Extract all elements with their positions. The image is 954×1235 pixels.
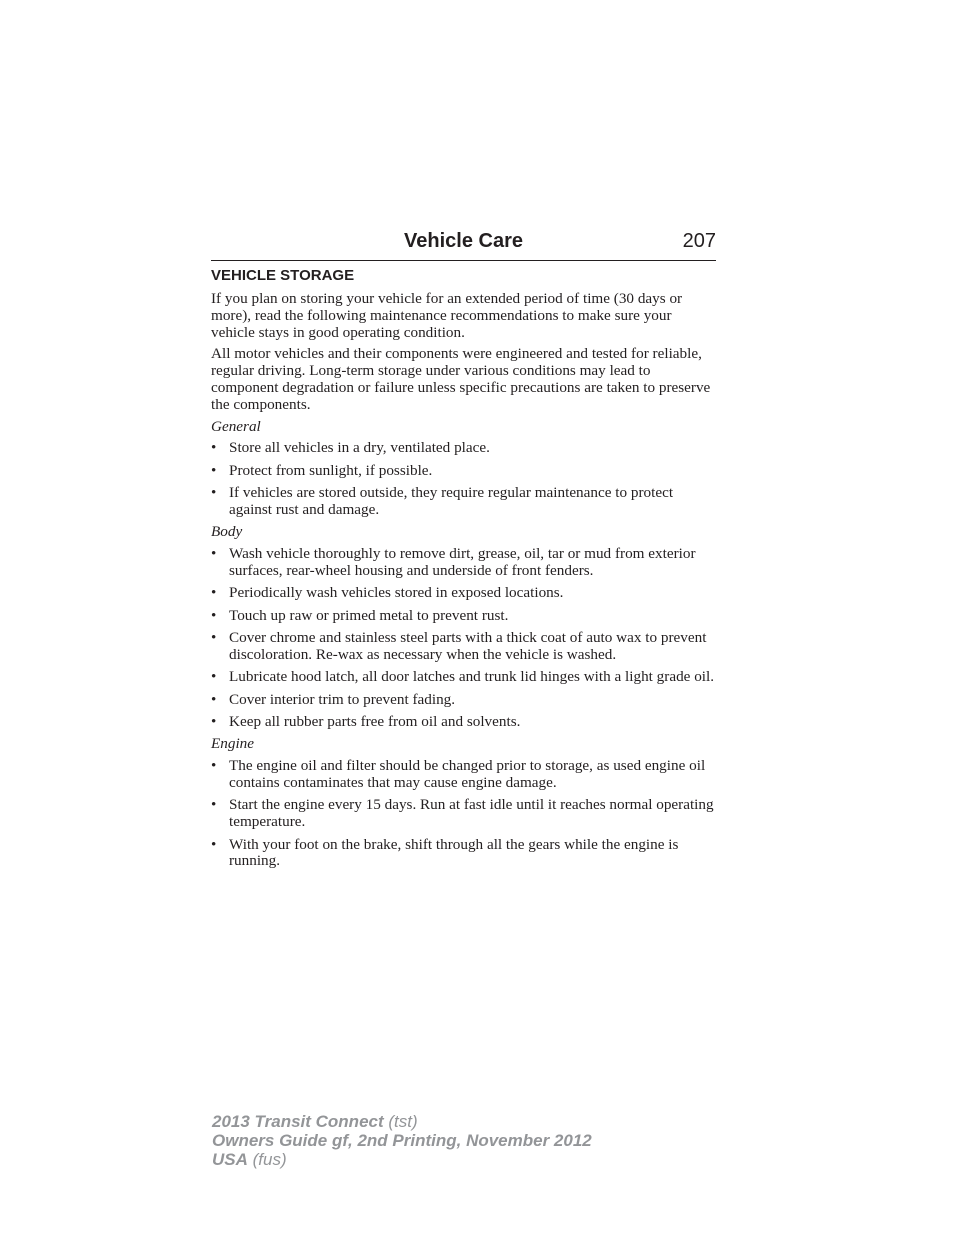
list-item-text: With your foot on the brake, shift through all the gears while the engine is running. bbox=[229, 835, 679, 870]
bullet-icon: • bbox=[211, 484, 217, 502]
bullet-icon: • bbox=[211, 606, 217, 624]
list-item bbox=[211, 630, 717, 664]
bullet-icon: • bbox=[211, 757, 217, 775]
page-header bbox=[211, 228, 716, 261]
footer-line-market bbox=[212, 1150, 592, 1169]
bullet-icon: • bbox=[211, 690, 217, 708]
engine-subheading: Engine bbox=[211, 735, 255, 753]
list-item bbox=[211, 837, 717, 871]
footer-market: USA bbox=[212, 1150, 248, 1169]
bullet-icon: • bbox=[211, 545, 217, 563]
bullet-icon: • bbox=[211, 584, 217, 602]
general-list bbox=[211, 440, 717, 518]
list-item-text: Protect from sunlight, if possible. bbox=[229, 461, 433, 479]
footer-line-edition bbox=[212, 1131, 592, 1150]
list-item bbox=[211, 669, 717, 686]
list-item bbox=[211, 440, 717, 457]
storage-heading: VEHICLE STORAGE bbox=[211, 267, 355, 284]
footer-model-code: (tst) bbox=[388, 1112, 418, 1131]
list-item bbox=[211, 585, 717, 602]
list-item bbox=[211, 546, 717, 580]
bullet-icon: • bbox=[211, 461, 217, 479]
body-list bbox=[211, 546, 717, 731]
list-item bbox=[211, 758, 717, 792]
general-subheading: General bbox=[211, 417, 261, 435]
engine-list bbox=[211, 758, 717, 870]
bullet-icon: • bbox=[211, 713, 217, 731]
page-content bbox=[211, 267, 717, 876]
list-item-text: The engine oil and filter should be changed prior to storage, as used engine oil contains contaminates that may cause engine damage. bbox=[229, 757, 706, 792]
list-item-text: If vehicles are stored outside, they require regular maintenance to protect against rust and damage. bbox=[229, 484, 674, 518]
list-item bbox=[211, 463, 717, 480]
page-number: 207 bbox=[682, 230, 716, 252]
footer-line-model bbox=[212, 1112, 592, 1131]
list-item-text: Cover chrome and stainless steel parts with a thick coat of auto wax to prevent discoloration. Re-wax as necessary when the vehicle is washed. bbox=[229, 629, 707, 663]
list-item-text: Touch up raw or primed metal to prevent rust. bbox=[229, 606, 509, 624]
list-item bbox=[211, 485, 717, 519]
list-item-text: Store all vehicles in a dry, ventilated place. bbox=[229, 439, 490, 457]
list-item-text: Cover interior trim to prevent fading. bbox=[229, 690, 456, 708]
list-item bbox=[211, 714, 717, 731]
footer-model-name: 2013 Transit Connect bbox=[212, 1112, 384, 1131]
intro-paragraph: If you plan on storing your vehicle for an extended period of time (30 days or more), read the following maintenance recommendations to make sure your vehicle stays in good operating condition. bbox=[211, 290, 683, 341]
bullet-icon: • bbox=[211, 796, 217, 814]
list-item-text: Keep all rubber parts free from oil and solvents. bbox=[229, 713, 521, 731]
list-item bbox=[211, 797, 717, 831]
bullet-icon: • bbox=[211, 835, 217, 853]
bullet-icon: • bbox=[211, 439, 217, 457]
page-footer bbox=[212, 1112, 592, 1169]
list-item bbox=[211, 608, 717, 625]
intro-paragraph: All motor vehicles and their components were engineered and tested for reliable, regular driving. Long-term storage under various conditions may lead to component degradation or failure unless specific precautions are taken to preserve the components. bbox=[211, 345, 711, 413]
list-item bbox=[211, 692, 717, 709]
list-item-text: Lubricate hood latch, all door latches and trunk lid hinges with a light grade oil. bbox=[229, 668, 715, 686]
footer-market-code: (fus) bbox=[252, 1150, 287, 1169]
bullet-icon: • bbox=[211, 668, 217, 686]
section-title: Vehicle Care bbox=[404, 230, 523, 252]
footer-edition: Owners Guide gf, 2nd Printing, November 2012 bbox=[212, 1131, 592, 1150]
list-item-text: Wash vehicle thoroughly to remove dirt, grease, oil, tar or mud from exterior surfaces, rear-wheel housing and underside of front fenders. bbox=[229, 545, 696, 579]
list-item-text: Start the engine every 15 days. Run at fast idle until it reaches normal operating temperature. bbox=[229, 796, 714, 831]
bullet-icon: • bbox=[211, 629, 217, 647]
body-subheading: Body bbox=[211, 523, 243, 541]
list-item-text: Periodically wash vehicles stored in exposed locations. bbox=[229, 584, 564, 602]
